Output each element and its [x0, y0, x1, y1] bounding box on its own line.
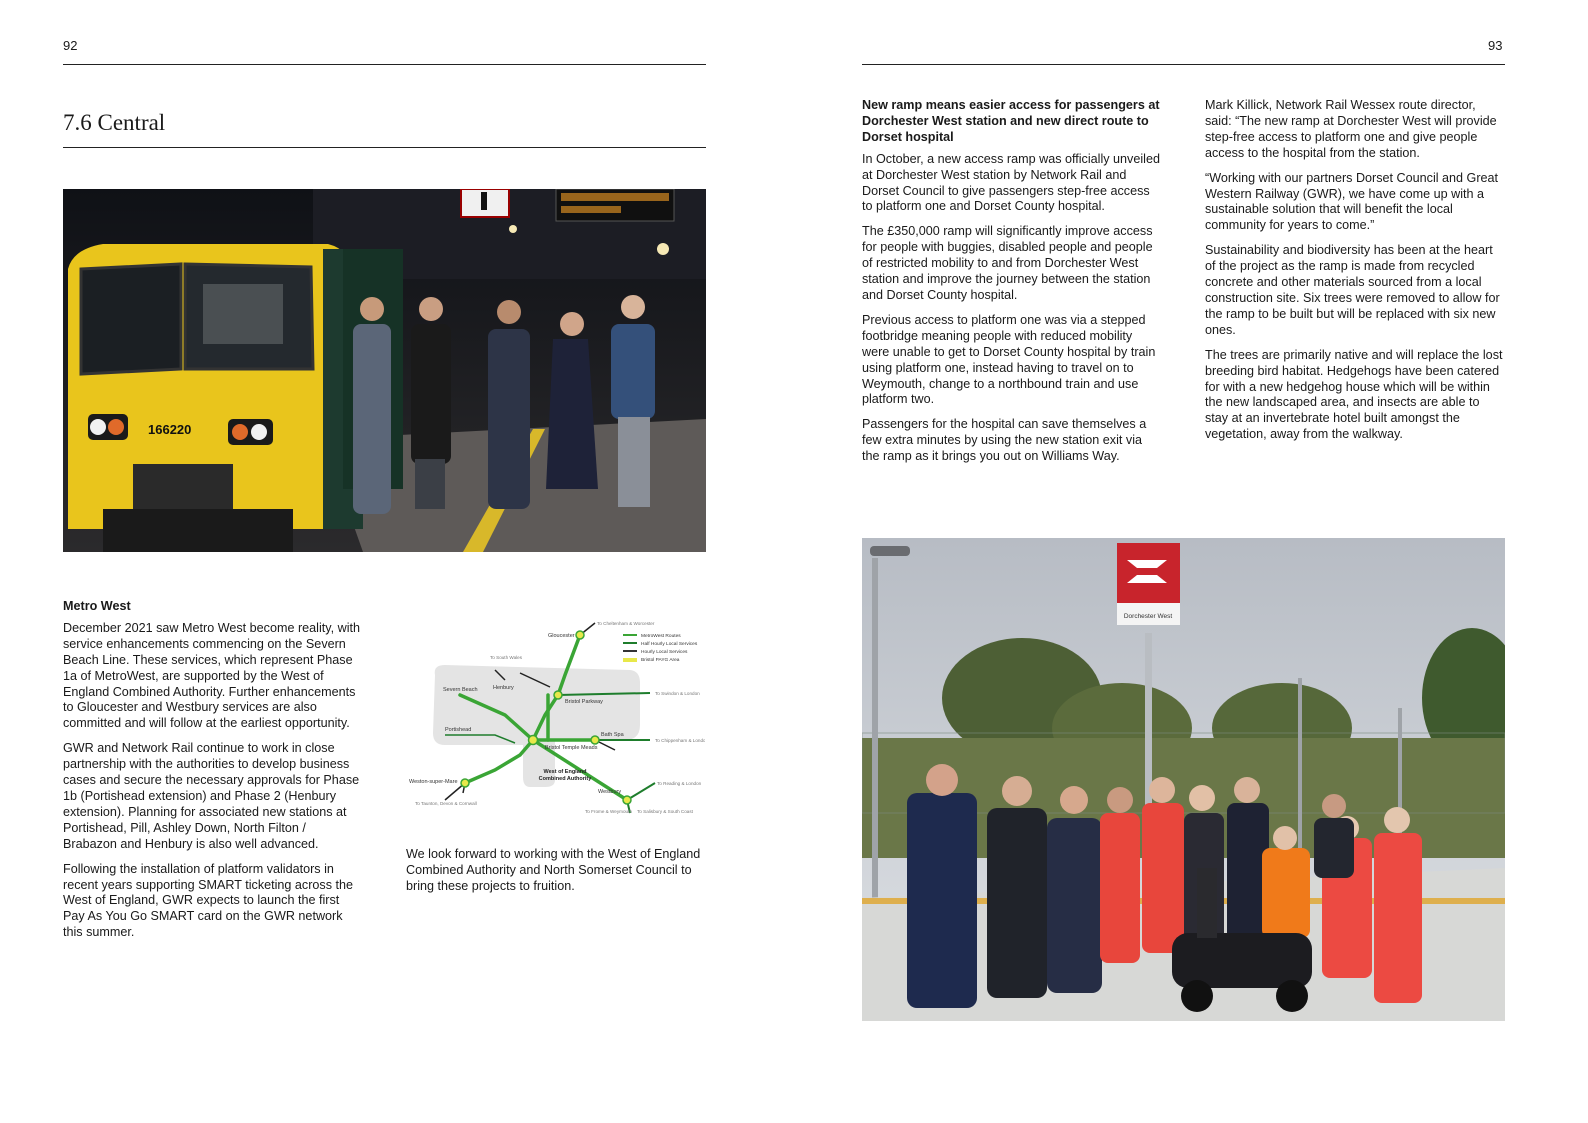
- map-legend-swatch: [623, 650, 637, 652]
- map-legend-label: MetroWest Routes: [641, 634, 681, 639]
- metrowest-paragraph-3: Following the installation of platform validators in recent years supporting SMART ticketing across the West of England, GWR expects to launch the first Pay As You Go SMART card on the GWR network this summer.: [63, 861, 354, 940]
- map-dest-swindon: To Swindon & London: [655, 691, 700, 696]
- page-number-left: 92: [63, 38, 78, 53]
- map-station-portishead: Portishead: [445, 727, 472, 733]
- section-title: 7.6 Central: [63, 110, 166, 135]
- article-col2-paragraph-3: Sustainability and biodiversity has been at the heart of the project as the ramp is made from recycled concrete and other materials sourced from a local construction site. Six trees were removed to allow for the ramp to be built but will be replaced with six new ones.: [1205, 243, 1500, 337]
- article-col1-paragraph-2: The £350,000 ramp will significantly improve access for people with buggies, disabled people and people of restricted mobility to and from Dorchester West station and improve the journey between the station and Dorset County hospital.: [862, 224, 1153, 302]
- map-legend-swatch: [623, 658, 637, 662]
- metrowest-paragraph-2: GWR and Network Rail continue to work in close partnership with the authorities to develop business cases and secure the necessary approvals for Phase 1b (Portishead extension) and Phase 2 (Henbury extension). Planning for associated new stations at Portishead, Pill, Ashley Down, North Filton / Brabazon and Henbury is also well advanced.: [63, 741, 360, 851]
- map-dest-salisbury: To Salisbury & South Coast: [637, 809, 693, 814]
- page-number-right: 93: [1488, 38, 1503, 53]
- article-heading: New ramp means easier access for passengers at Dorchester West station and new direct route to Dorset hospital: [862, 98, 1160, 144]
- metrowest-paragraph-1: December 2021 saw Metro West become reality, with service enhancements commencing on the Severn Beach Line. These services, which represent Phase 1a of MetroWest, are supported by the West of England Combined Authority. Further enhancements to Gloucester and Westbury services are also committed and will follow at the earliest opportunity.: [63, 620, 361, 731]
- article-col1-paragraph-1: In October, a new access ramp was officially unveiled at Dorchester West station by Network Rail and Dorset Council to give passengers step-free access to platform one and Dorset County hospital.: [862, 151, 1160, 214]
- map-authority-line2: Combined Authority: [538, 776, 592, 782]
- map-station-bath-spa: Bath Spa: [601, 732, 624, 738]
- train-number-text: 166220: [148, 422, 192, 437]
- station-sign-text: Dorchester West: [1123, 613, 1173, 620]
- map-caption: We look forward to working with the West of England Combined Authority and North Somerset Council to bring these projects to fruition.: [406, 847, 701, 893]
- train-photo: [63, 189, 706, 552]
- map-dest-cheltenham: To Cheltenham & Worcester: [597, 621, 655, 626]
- map-station-temple-meads: Bristol Temple Meads: [545, 745, 598, 751]
- map-station-weston: Weston-super-Mare: [409, 779, 458, 785]
- map-legend-label: Half Hourly Local Services: [641, 642, 698, 647]
- map-station-severn-beach: Severn Beach: [443, 687, 478, 693]
- metrowest-route-map: [405, 615, 705, 820]
- header-rule-right: [862, 64, 1505, 65]
- map-dest-chippenham: To Chippenham & London: [655, 738, 705, 743]
- map-dest-reading: To Reading & London: [657, 781, 702, 786]
- article-col1-paragraph-3: Previous access to platform one was via a stepped footbridge meaning people with reduced mobility were unable to get to Dorset County hospital by train using platform one, instead having to travel on to Weymouth, change to a northbound train and use platform two.: [862, 312, 1156, 407]
- map-caption-block: [406, 847, 706, 904]
- article-col2-paragraph-4: The trees are primarily native and will replace the lost breeding bird habitat. Hedgehogs have been catered for with a new hedgehog house which will be within the new landscaped area, and insects are able to stay at an invertebrate hotel built amongst the vegetation, away from the walkway.: [1205, 347, 1503, 442]
- title-rule: [63, 147, 706, 148]
- article-column-1: [862, 98, 1162, 474]
- article-col2-paragraph-2: “Working with our partners Dorset Council and Great Western Railway (GWR), we have come up with a sustainable solution that will benefit the local community for years to come.”: [1205, 170, 1499, 233]
- map-legend-swatch: [623, 642, 637, 644]
- article-col2-paragraph-1: Mark Killick, Network Rail Wessex route director, said: “The new ramp at Dorchester West will provide step-free access to platform one and give people access to the hospital from the station.: [1205, 98, 1497, 160]
- article-col1-paragraph-4: Passengers for the hospital can save themselves a few extra minutes by using the new station exit via the ramp as it brings you out on Williams Way.: [862, 417, 1147, 464]
- map-station-parkway: Bristol Parkway: [565, 699, 603, 705]
- map-station-henbury: Henbury: [493, 685, 514, 691]
- dorchester-west-photo: [862, 538, 1505, 1021]
- map-dest-taunton: To Taunton, Devon & Cornwall: [415, 801, 477, 806]
- map-legend-label: Hourly Local Services: [641, 650, 688, 655]
- map-authority-line1: West of England: [543, 769, 587, 775]
- map-dest-south-wales: To South Wales: [490, 655, 523, 660]
- metrowest-section: [63, 599, 363, 950]
- metrowest-heading: Metro West: [63, 599, 131, 613]
- map-dest-frome: To Frome & Weymouth: [585, 809, 632, 814]
- map-legend-swatch: [623, 634, 637, 636]
- map-station-westbury: Westbury: [598, 789, 622, 795]
- header-rule-left: [63, 64, 706, 65]
- map-station-gloucester: Gloucester: [548, 633, 575, 639]
- article-column-2: [1205, 98, 1505, 452]
- map-legend-label: Bristol PAYG Area: [641, 658, 680, 663]
